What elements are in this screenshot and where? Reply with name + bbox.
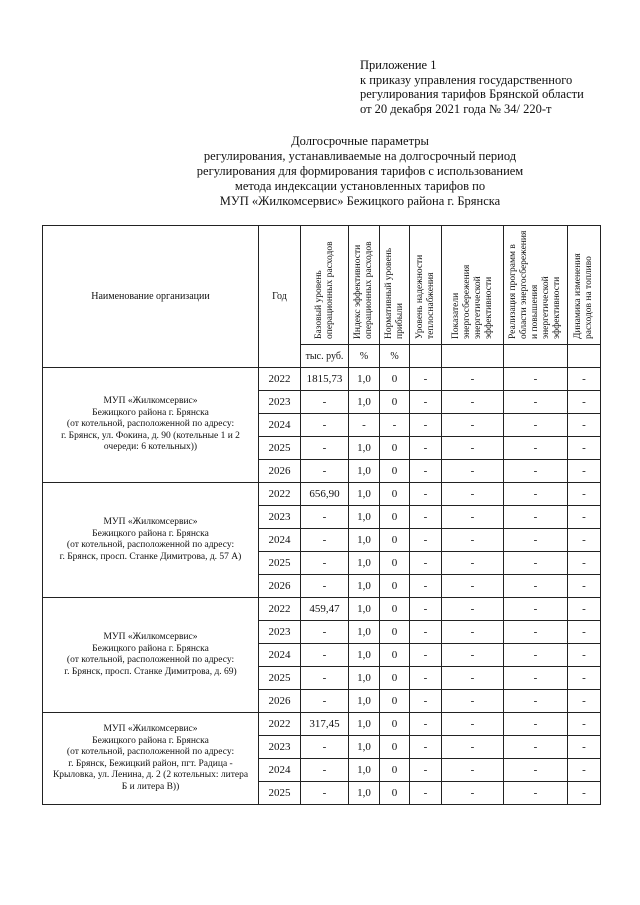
cell-fuel: - [568,391,601,414]
org-name-line: МУП «Жилкомсервис» [103,724,198,734]
cell-fuel: - [568,667,601,690]
cell-year: 2024 [259,529,301,552]
cell-fuel: - [568,782,601,805]
cell-profit: 0 [380,460,410,483]
cell-index: 1,0 [349,483,380,506]
org-name-line: Бежицкого района г. Брянска [92,735,209,746]
org-name-line: г. Брянск, ул. Фокина, д. 90 (котельные 1 и 2 [61,430,240,441]
header-profit-text: Нормативный уровень прибыли [383,247,405,339]
cell-programs: - [504,713,568,736]
org-name-cell [43,483,259,598]
cell-base: - [301,437,349,460]
cell-index: 1,0 [349,391,380,414]
cell-profit: 0 [380,598,410,621]
org-name-line: МУП «Жилкомсервис» [103,517,198,527]
cell-year: 2024 [259,644,301,667]
cell-programs: - [504,483,568,506]
cell-programs: - [504,644,568,667]
cell-programs: - [504,529,568,552]
cell-index: 1,0 [349,552,380,575]
appendix-line: регулирования тарифов Брянской области [360,87,584,101]
cell-fuel: - [568,644,601,667]
cell-base: - [301,621,349,644]
cell-fuel: - [568,414,601,437]
cell-energy: - [442,414,504,437]
header-org: Наименование организации [43,226,259,368]
cell-year: 2025 [259,437,301,460]
cell-programs: - [504,782,568,805]
cell-energy: - [442,368,504,391]
org-name-line: Бежицкого района г. Брянска [92,528,209,539]
org-name-line: г. Брянск, Бежицкий район, пгт. Радица - [68,758,233,769]
cell-year: 2026 [259,460,301,483]
cell-year: 2022 [259,483,301,506]
appendix-reference [360,58,630,116]
table-row [43,483,601,506]
cell-index: 1,0 [349,460,380,483]
cell-index: 1,0 [349,529,380,552]
cell-year: 2023 [259,391,301,414]
cell-reliability: - [410,391,442,414]
header-programs [504,226,568,345]
cell-fuel: - [568,460,601,483]
org-name-line: МУП «Жилкомсервис» [103,396,198,407]
cell-base: - [301,759,349,782]
cell-energy: - [442,506,504,529]
header-fuel [568,226,601,345]
cell-year: 2023 [259,506,301,529]
cell-reliability: - [410,644,442,667]
cell-index: 1,0 [349,782,380,805]
cell-reliability: - [410,690,442,713]
cell-base: - [301,667,349,690]
cell-profit: 0 [380,368,410,391]
cell-profit: 0 [380,667,410,690]
cell-index: 1,0 [349,506,380,529]
header-reliability-text: Уровень надежности теплоснабжения [414,254,436,339]
header-fuel-text: Динамика изменения расходов на топливо [573,252,594,339]
cell-profit: 0 [380,529,410,552]
unit-empty [504,345,568,368]
cell-index: 1,0 [349,621,380,644]
cell-index: 1,0 [349,736,380,759]
cell-energy: - [442,391,504,414]
cell-energy: - [442,644,504,667]
unit-profit: % [380,345,410,368]
org-name-cell [43,598,259,713]
cell-programs: - [504,598,568,621]
cell-profit: 0 [380,437,410,460]
cell-reliability: - [410,667,442,690]
cell-year: 2022 [259,598,301,621]
cell-index: 1,0 [349,759,380,782]
cell-fuel: - [568,621,601,644]
header-base-text: Базовый уровень операционных расходов [313,240,335,339]
cell-energy: - [442,759,504,782]
org-name-line: очереди: 6 котельных)) [103,442,198,453]
cell-profit: 0 [380,690,410,713]
cell-year: 2024 [259,414,301,437]
org-name-line: (от котельной, расположенной по адресу: [66,747,235,757]
header-profit [380,226,410,345]
cell-fuel: - [568,529,601,552]
cell-base: 1815,73 [301,368,349,391]
cell-fuel: - [568,598,601,621]
cell-year: 2025 [259,667,301,690]
cell-reliability: - [410,368,442,391]
cell-base: 317,45 [301,713,349,736]
header-energy [442,226,504,345]
cell-fuel: - [568,552,601,575]
cell-programs: - [504,667,568,690]
cell-base: 656,90 [301,483,349,506]
cell-programs: - [504,506,568,529]
table-body [43,368,601,805]
appendix-line: к приказу управления государственного [360,72,573,87]
org-name-line: Бежицкого района г. Брянска [92,407,209,418]
unit-empty [410,345,442,368]
cell-index: 1,0 [349,575,380,598]
cell-fuel: - [568,368,601,391]
cell-fuel: - [568,483,601,506]
cell-fuel: - [568,690,601,713]
cell-profit: 0 [380,782,410,805]
title-line: МУП «Жилкомсервис» Бежицкого района г. Брянска [219,194,501,208]
cell-energy: - [442,437,504,460]
cell-base: 459,47 [301,598,349,621]
cell-reliability: - [410,621,442,644]
header-row [43,226,601,345]
cell-year: 2025 [259,552,301,575]
cell-reliability: - [410,552,442,575]
cell-year: 2023 [259,736,301,759]
header-index [349,226,380,345]
appendix-line: Приложение 1 [360,58,437,72]
cell-energy: - [442,621,504,644]
cell-index: 1,0 [349,368,380,391]
org-name-line: (от котельной, расположенной по адресу: [66,655,235,665]
cell-fuel: - [568,437,601,460]
cell-reliability: - [410,460,442,483]
org-name-line: (от котельной, расположенной по адресу: [66,419,235,430]
cell-base: - [301,690,349,713]
cell-reliability: - [410,529,442,552]
cell-base: - [301,736,349,759]
document-title [160,134,560,209]
header-year: Год [259,226,301,368]
org-name-line: МУП «Жилкомсервис» [103,632,198,642]
cell-year: 2023 [259,621,301,644]
cell-energy: - [442,713,504,736]
cell-programs: - [504,391,568,414]
cell-profit: 0 [380,575,410,598]
unit-base: тыс. руб. [301,345,349,368]
org-name-cell [43,368,259,483]
cell-reliability: - [410,782,442,805]
cell-energy: - [442,552,504,575]
table-row [43,368,601,391]
cell-index: 1,0 [349,713,380,736]
cell-base: - [301,575,349,598]
cell-base: - [301,414,349,437]
title-line: Долгосрочные параметры [291,134,429,148]
table-row [43,598,601,621]
cell-reliability: - [410,713,442,736]
title-line: регулирования, устанавливаемые на долгосрочный период [203,149,517,163]
cell-index: 1,0 [349,644,380,667]
cell-energy: - [442,736,504,759]
cell-profit: 0 [380,391,410,414]
cell-profit: - [380,414,410,437]
cell-profit: 0 [380,713,410,736]
cell-programs: - [504,759,568,782]
header-index-text: Индекс эффективности операционных расходов [353,240,374,339]
cell-energy: - [442,598,504,621]
cell-base: - [301,529,349,552]
cell-programs: - [504,437,568,460]
cell-base: - [301,506,349,529]
cell-fuel: - [568,713,601,736]
cell-year: 2022 [259,368,301,391]
org-name-line: г. Брянск, просп. Станке Димитрова, д. 69) [64,666,237,677]
cell-fuel: - [568,575,601,598]
cell-programs: - [504,736,568,759]
unit-index: % [349,345,380,368]
header-reliability [410,226,442,345]
cell-profit: 0 [380,736,410,759]
cell-year: 2026 [259,575,301,598]
header-energy-text: Показатели энергосбережения энергетической эффективности [450,264,494,339]
cell-base: - [301,460,349,483]
unit-empty [442,345,504,368]
cell-energy: - [442,690,504,713]
cell-reliability: - [410,598,442,621]
header-base [301,226,349,345]
cell-programs: - [504,414,568,437]
unit-empty [568,345,601,368]
cell-base: - [301,552,349,575]
cell-reliability: - [410,414,442,437]
cell-fuel: - [568,736,601,759]
cell-programs: - [504,575,568,598]
cell-energy: - [442,529,504,552]
cell-energy: - [442,667,504,690]
cell-index: - [349,414,380,437]
cell-year: 2024 [259,759,301,782]
cell-fuel: - [568,759,601,782]
cell-base: - [301,782,349,805]
cell-index: 1,0 [349,598,380,621]
cell-profit: 0 [380,621,410,644]
cell-reliability: - [410,736,442,759]
cell-programs: - [504,621,568,644]
parameters-table [42,225,601,805]
cell-year: 2025 [259,782,301,805]
org-name-line: Бежицкого района г. Брянска [92,643,209,654]
table-row [43,713,601,736]
cell-profit: 0 [380,759,410,782]
header-programs-text: Реализация программ в области энергосбережения и повышения энергетической эффективности [508,230,562,339]
cell-base: - [301,391,349,414]
cell-profit: 0 [380,506,410,529]
cell-reliability: - [410,437,442,460]
cell-reliability: - [410,483,442,506]
cell-profit: 0 [380,483,410,506]
cell-energy: - [442,460,504,483]
cell-reliability: - [410,506,442,529]
cell-fuel: - [568,506,601,529]
cell-profit: 0 [380,644,410,667]
cell-year: 2026 [259,690,301,713]
title-line: регулирования для формирования тарифов с использованием [196,164,524,178]
cell-profit: 0 [380,552,410,575]
cell-reliability: - [410,759,442,782]
org-name-cell [43,713,259,805]
org-name-line: (от котельной, расположенной по адресу: [66,540,235,550]
title-line: метода индексации установленных тарифов по [234,179,486,193]
org-name-line: Крыловка, ул. Ленина, д. 2 (2 котельных: литера [52,770,249,780]
org-name-line: Б и литера В)) [121,781,180,792]
cell-index: 1,0 [349,667,380,690]
cell-index: 1,0 [349,437,380,460]
cell-reliability: - [410,575,442,598]
appendix-line: от 20 декабря 2021 года № 34/ 220-т [360,101,552,116]
cell-year: 2022 [259,713,301,736]
cell-index: 1,0 [349,690,380,713]
cell-energy: - [442,782,504,805]
cell-programs: - [504,460,568,483]
cell-energy: - [442,575,504,598]
cell-programs: - [504,690,568,713]
cell-energy: - [442,483,504,506]
org-name-line: г. Брянск, просп. Станке Димитрова, д. 57 А) [59,551,242,562]
cell-programs: - [504,552,568,575]
cell-base: - [301,644,349,667]
cell-programs: - [504,368,568,391]
